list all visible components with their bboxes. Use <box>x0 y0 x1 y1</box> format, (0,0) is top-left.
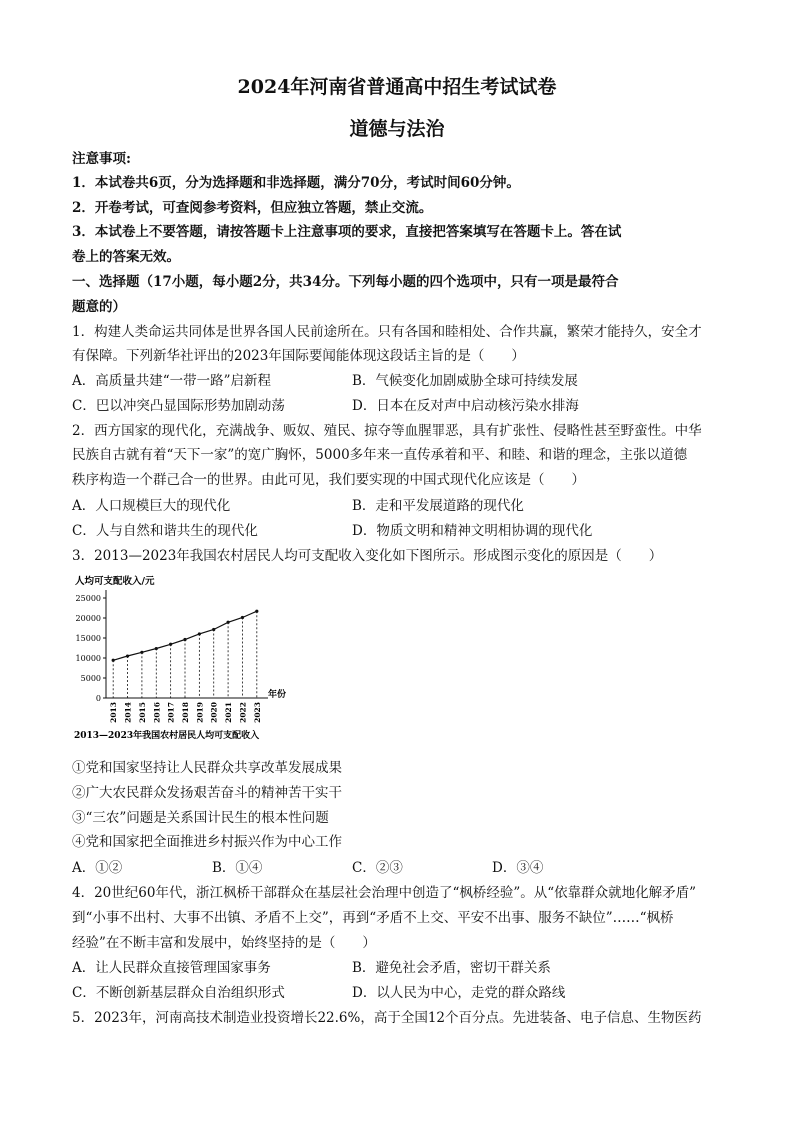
chart-title: 2013—2023年我国农村居民人均可支配收入 <box>74 731 260 741</box>
q3-stem-line1: 3．2013—2023年我国农村居民人均可支配收入变化如下图所示。形成图示变化的原因是（ ） <box>72 548 663 564</box>
q3-option-b: B．①④ <box>212 860 263 876</box>
q4-option-c: C．不断创新基层群众自治组织形式 <box>72 985 285 1001</box>
x-tick-label: 2013 <box>109 702 119 723</box>
q4-option-b: B．避免社会矛盾，密切干群关系 <box>352 960 551 976</box>
q4-stem-line3: 经验”在不断丰富和发展中，始终坚持的是（ ） <box>72 935 376 951</box>
note-3-line2: 卷上的答案无效。 <box>72 249 180 265</box>
data-point <box>255 610 258 613</box>
data-point <box>226 621 229 624</box>
data-point <box>212 628 215 631</box>
x-tick-label: 2017 <box>166 702 176 723</box>
data-point <box>140 651 143 654</box>
q1-option-b: B．气候变化加剧威胁全球可持续发展 <box>352 373 578 389</box>
x-tick-label: 2023 <box>252 702 262 723</box>
chart-x-axis <box>106 698 268 723</box>
chart-y-axis <box>76 590 106 703</box>
section-heading-line2: 题意的） <box>72 299 126 315</box>
data-point <box>198 632 201 635</box>
note-2: 2．开卷考试，可查阅参考资料，但应独立答题，禁止交流。 <box>72 200 433 216</box>
note-1: 1．本试卷共6页，分为选择题和非选择题，满分70分，考试时间60分钟。 <box>72 175 520 191</box>
data-point <box>155 647 158 650</box>
q1-option-a: A．高质量共建“一带一路”启新程 <box>72 373 272 389</box>
q4-stem-line1: 4．20世纪60年代，浙江枫桥干部群众在基层社会治理中创造了“枫桥经验”。从“依靠群众就地化解矛盾” <box>72 885 697 901</box>
data-point <box>126 654 129 657</box>
x-tick-label: 2022 <box>238 702 248 723</box>
exam-title: 2024年河南省普通高中招生考试试卷 <box>237 76 557 98</box>
q3-option-c: C．②③ <box>352 860 403 876</box>
y-tick-label: 0 <box>95 694 101 703</box>
data-point <box>183 638 186 641</box>
q3-statement-3: ③“三农”问题是关系国计民生的根本性问题 <box>72 810 329 826</box>
note-3-line1: 3．本试卷上不要答题，请按答题卡上注意事项的要求，直接把答案填写在答题卡上。答在试 <box>72 224 622 240</box>
q4-option-a: A．让人民群众直接管理国家事务 <box>72 960 271 976</box>
x-tick-label: 2020 <box>209 702 219 723</box>
chart-ylabel: 人均可支配收入/元 <box>75 576 155 587</box>
q3-option-d: D．③④ <box>492 860 544 876</box>
y-tick-label: 10000 <box>75 654 101 663</box>
q2-option-a: A．人口规模巨大的现代化 <box>72 498 231 514</box>
q3-statement-2: ②广大农民群众发扬艰苦奋斗的精神苦干实干 <box>72 785 342 801</box>
x-tick-label: 2014 <box>123 702 133 723</box>
notes-heading: 注意事项: <box>72 151 131 167</box>
q1-stem-line1: 1．构建人类命运共同体是世界各国人民前途所在。只有各国和睦相处、合作共赢，繁荣才能持久，安全才 <box>72 324 702 340</box>
q5-stem-line1: 5．2023年，河南高技术制造业投资增长22.6%，高于全国12个百分点。先进装备、电子信息、生物医药 <box>72 1010 702 1026</box>
q2-option-c: C．人与自然和谐共生的现代化 <box>72 523 258 539</box>
data-point <box>112 659 115 662</box>
income-chart <box>72 572 292 744</box>
x-tick-label: 2015 <box>137 702 147 723</box>
q4-stem-line2: 到“小事不出村、大事不出镇、矛盾不上交”，再到“矛盾不上交、平安不出事、服务不缺位”……“枫桥 <box>72 910 674 926</box>
section-heading-line1: 一、选择题（17小题，每小题2分，共34分。下列每小题的四个选项中，只有一项是最符合 <box>72 274 619 290</box>
q2-stem-line1: 2．西方国家的现代化，充满战争、贩奴、殖民、掠夺等血腥罪恶，具有扩张性、侵略性甚至野蛮性。中华 <box>72 423 702 439</box>
q2-option-b: B．走和平发展道路的现代化 <box>352 498 524 514</box>
q2-stem-line2: 民族自古就有着“天下一家”的宽广胸怀，5000多年来一直传承着和平、和睦、和谐的理念，主张以道德 <box>72 447 688 463</box>
q4-option-d: D．以人民为中心，走党的群众路线 <box>352 985 566 1001</box>
q3-statement-4: ④党和国家把全面推进乡村振兴作为中心工作 <box>72 834 342 850</box>
q2-option-d: D．物质文明和精神文明相协调的现代化 <box>352 523 593 539</box>
chart-marks <box>112 610 259 698</box>
x-tick-label: 2021 <box>224 702 234 723</box>
subject-title: 道德与法治 <box>349 118 445 140</box>
chart-xlabel: 年份 <box>268 690 287 700</box>
q1-option-d: D．日本在反对声中启动核污染水排海 <box>352 398 579 414</box>
x-tick-label: 2019 <box>195 702 205 723</box>
x-tick-label: 2016 <box>152 702 162 723</box>
q1-stem-line2: 有保障。下列新华社评出的2023年国际要闻能体现这段话主旨的是（ ） <box>72 348 525 364</box>
q1-option-c: C．巴以冲突凸显国际形势加剧动荡 <box>72 398 285 414</box>
data-point <box>169 643 172 646</box>
y-tick-label: 20000 <box>75 614 101 623</box>
q3-option-a: A．①② <box>72 860 123 876</box>
x-tick-label: 2018 <box>181 702 190 723</box>
y-tick-label: 5000 <box>80 674 101 683</box>
y-tick-label: 15000 <box>75 634 101 643</box>
data-point <box>241 616 244 619</box>
y-tick-label: 25000 <box>75 594 101 603</box>
q2-stem-line3: 秩序构造一个群己合一的世界。由此可见，我们要实现的中国式现代化应该是（ ） <box>72 472 585 488</box>
q3-statement-1: ①党和国家坚持让人民群众共享改革发展成果 <box>72 760 342 776</box>
